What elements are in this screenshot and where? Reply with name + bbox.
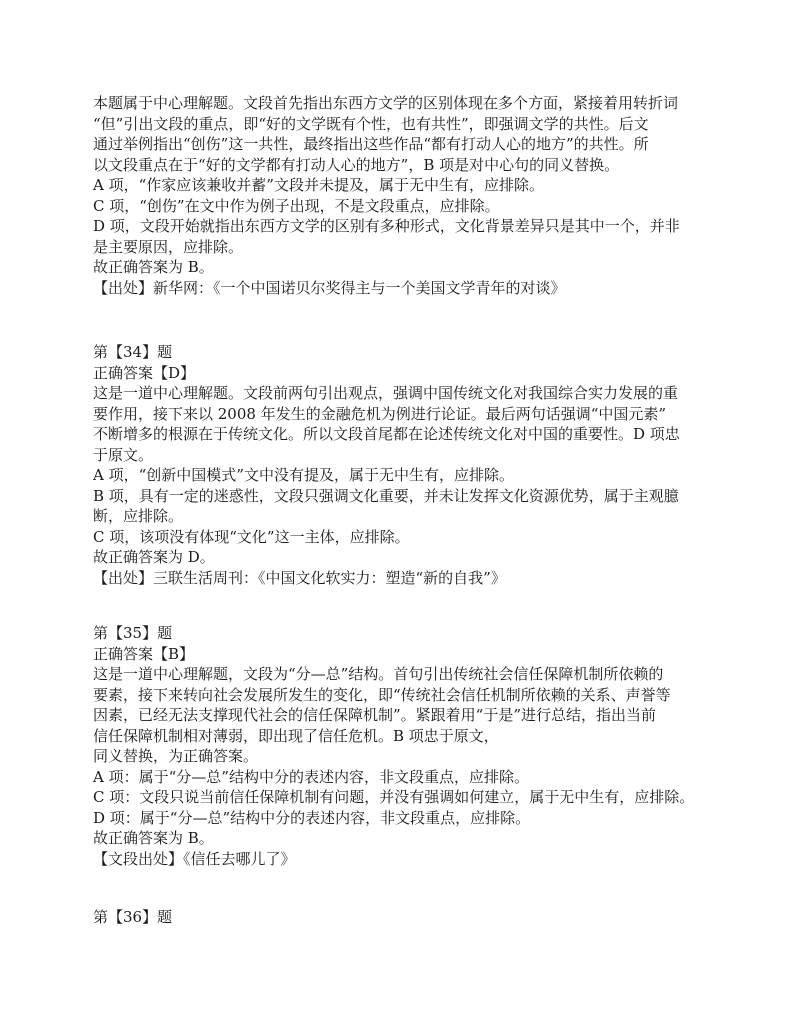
option-a-analysis: A 项，“作家应该兼收并蓄”文段并未提及，属于无中生有，应排除。 xyxy=(93,176,544,194)
option-d-analysis: D 项，文段开始就指出东西方文学的区别有多种形式，文化背景差异只是其中一个，并非 xyxy=(93,217,680,235)
option-d-analysis: D 项：属于“分—总”结构中分的表述内容，非文段重点，应排除。 xyxy=(93,808,531,827)
option-a-analysis: A 项，“创新中国模式”文中没有提及，属于无中生有，应排除。 xyxy=(93,466,514,484)
question-35-section xyxy=(93,623,723,869)
answer-explanation-q33 xyxy=(93,93,723,298)
explanation-line: “但”引出文段的重点，即“好的文学既有个性，也有共性”，即强调文学的共性。后文 xyxy=(93,114,649,133)
source-citation: 【出处】三联生活周刊：《中国文化软实力：塑造“新的自我”》 xyxy=(93,568,506,587)
explanation-line: 于原文。 xyxy=(93,445,154,464)
option-d-analysis-cont: 是主要原因，应排除。 xyxy=(93,237,244,256)
option-c-analysis: C 项：文段只说当前信任保障机制有问题，并没有强调如何建立，属于无中生有，应排除。 xyxy=(93,788,695,806)
explanation-line: 通过举例指出“创伤”这一共性，最终指出这些作品“都有打动人心的地方”的共性。所 xyxy=(93,135,649,153)
option-b-analysis-cont: 断，应排除。 xyxy=(93,507,184,525)
correct-answer-statement: 故正确答案为 D。 xyxy=(93,548,215,566)
explanation-line: 要素，接下来转向社会发展所发生的变化，即“传统社会信任机制所依赖的关系、声誉等 xyxy=(93,685,671,704)
source-citation: 【出处】新华网：《一个中国诺贝尔奖得主与一个美国文学青年的对谈》 xyxy=(93,278,566,297)
explanation-line: 这是一道中心理解题，文段为“分—总”结构。首句引出传统社会信任保障机制所依赖的 xyxy=(93,665,664,683)
explanation-line: 这是一道中心理解题。文段前两句引出观点，强调中国传统文化对我国综合实力发展的重 xyxy=(93,384,679,402)
explanation-line: 同义替换，为正确答案。 xyxy=(93,747,259,765)
question-34-section xyxy=(93,342,723,588)
explanation-line: 不断增多的根源在于传统文化。所以文段首尾都在论述传统文化对中国的重要性。D 项忠 xyxy=(93,425,680,443)
question-heading: 第【34】题 xyxy=(93,343,173,361)
explanation-line: 本题属于中心理解题。文段首先指出东西方文学的区别体现在多个方面，紧接着用转折词 xyxy=(93,94,679,112)
source-citation: 【文段出处】《信任去哪儿了》 xyxy=(93,849,296,868)
explanation-line: 要作用，接下来以 2008 年发生的金融危机为例进行论证。最后两句话强调“中国元素” xyxy=(93,404,667,423)
option-a-analysis: A 项：属于“分—总”结构中分的表述内容，非文段重点，应排除。 xyxy=(93,767,529,786)
option-b-analysis: B 项，具有一定的迷惑性，文段只强调文化重要，并未让发挥文化资源优势，属于主观臆 xyxy=(93,486,679,505)
correct-answer-statement: 故正确答案为 B。 xyxy=(93,258,214,276)
question-heading: 第【35】题 xyxy=(93,624,173,642)
question-36-section xyxy=(93,907,723,928)
question-heading: 第【36】题 xyxy=(93,908,173,926)
explanation-line: 信任保障机制相对薄弱，即出现了信任危机。B 项忠于原文， xyxy=(93,726,499,745)
option-c-analysis: C 项，该项没有体现“文化”这一主体，应排除。 xyxy=(93,527,410,546)
explanation-line: 以文段重点在于“好的文学都有打动人心的地方”，B 项是对中心句的同义替换。 xyxy=(93,155,620,174)
correct-answer-statement: 故正确答案为 B。 xyxy=(93,829,214,847)
correct-answer-label: 正确答案【D】 xyxy=(93,363,196,382)
correct-answer-label: 正确答案【B】 xyxy=(93,644,195,663)
option-c-analysis: C 项，“创伤”在文中作为例子出现，不是文段重点，应排除。 xyxy=(93,196,500,215)
explanation-line: 因素，已经无法支撑现代社会的信任保障机制”。紧跟着用“于是”进行总结，指出当前 xyxy=(93,706,657,724)
